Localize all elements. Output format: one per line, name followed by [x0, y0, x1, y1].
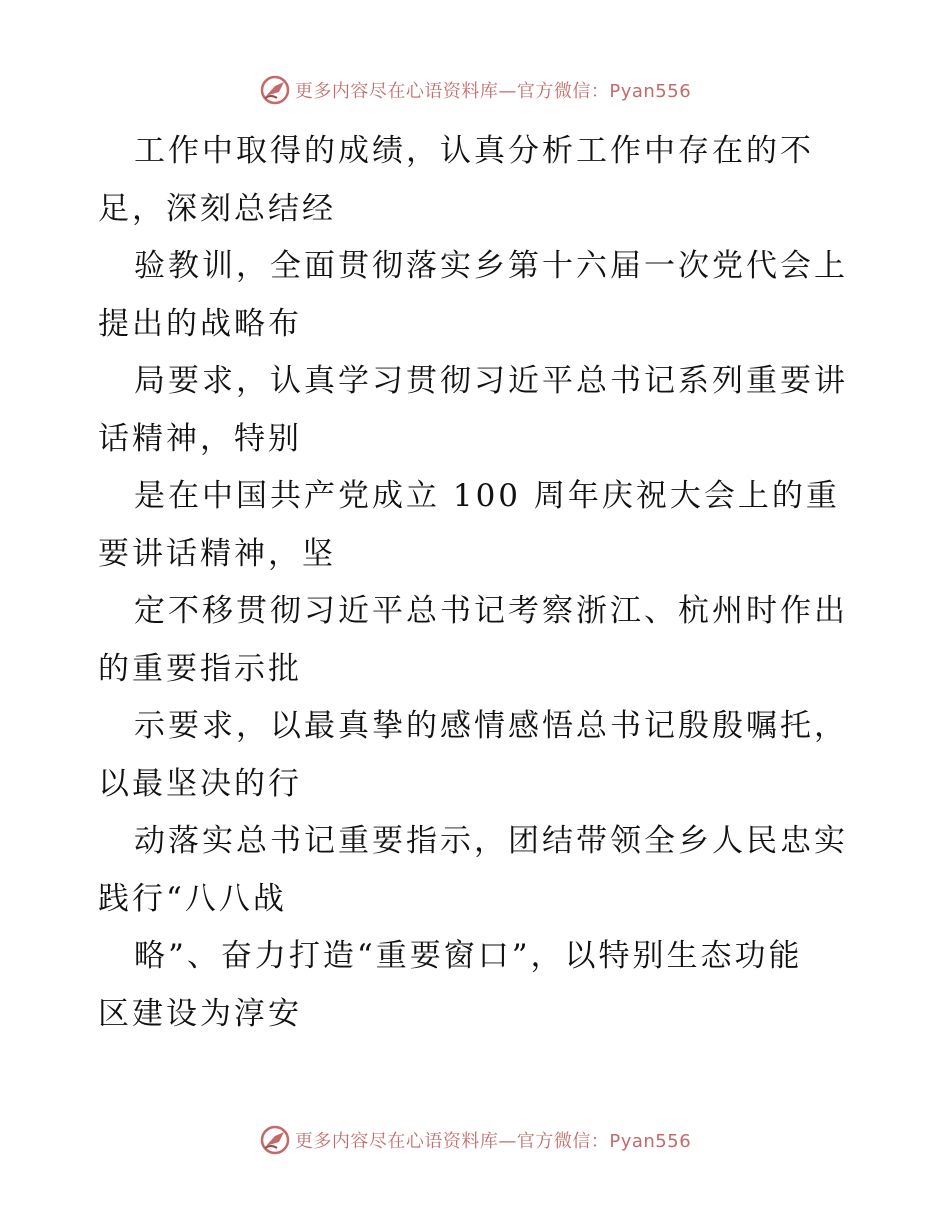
body-line: 略”、奋力打造“重要窗口”，以特别生态功能 — [134, 938, 803, 974]
body-line: 足，深刻总结经 — [98, 190, 336, 227]
body-line: 区建设为淳安 — [98, 995, 302, 1032]
footer-banner-text: 更多内容尽在心语资料库—官方微信：Pyan556 — [294, 1131, 692, 1152]
body-line: 是在中国共产党成立 100 周年庆祝大会上的重 — [134, 478, 840, 514]
body-line: 动落实总书记重要指示，团结带领全乡人民忠实 — [134, 823, 848, 859]
footer-watermark-banner — [0, 1120, 950, 1160]
body-line: 提出的战略布 — [98, 305, 302, 342]
body-line: 的重要指示批 — [98, 650, 302, 687]
body-line: 示要求，以最真挚的感情感悟总书记殷殷嘱托， — [134, 708, 848, 744]
header-banner-text: 更多内容尽在心语资料库—官方微信：Pyan556 — [294, 81, 692, 102]
body-line: 局要求，认真学习贯彻习近平总书记系列重要讲 — [134, 363, 848, 399]
book-quill-logo-icon — [259, 1124, 291, 1156]
body-line: 验教训，全面贯彻落实乡第十六届一次党代会上 — [134, 248, 848, 284]
book-quill-logo-icon — [259, 74, 291, 106]
body-line: 定不移贯彻习近平总书记考察浙江、杭州时作出 — [134, 593, 848, 629]
body-line: 践行“八八战 — [98, 880, 287, 917]
body-line: 以最坚决的行 — [98, 765, 302, 802]
document-body — [98, 123, 858, 1043]
body-line: 话精神，特别 — [98, 420, 302, 457]
body-line: 要讲话精神，坚 — [98, 535, 336, 572]
body-line: 工作中取得的成绩，认真分析工作中存在的不 — [134, 133, 814, 169]
header-watermark-banner — [0, 70, 950, 110]
